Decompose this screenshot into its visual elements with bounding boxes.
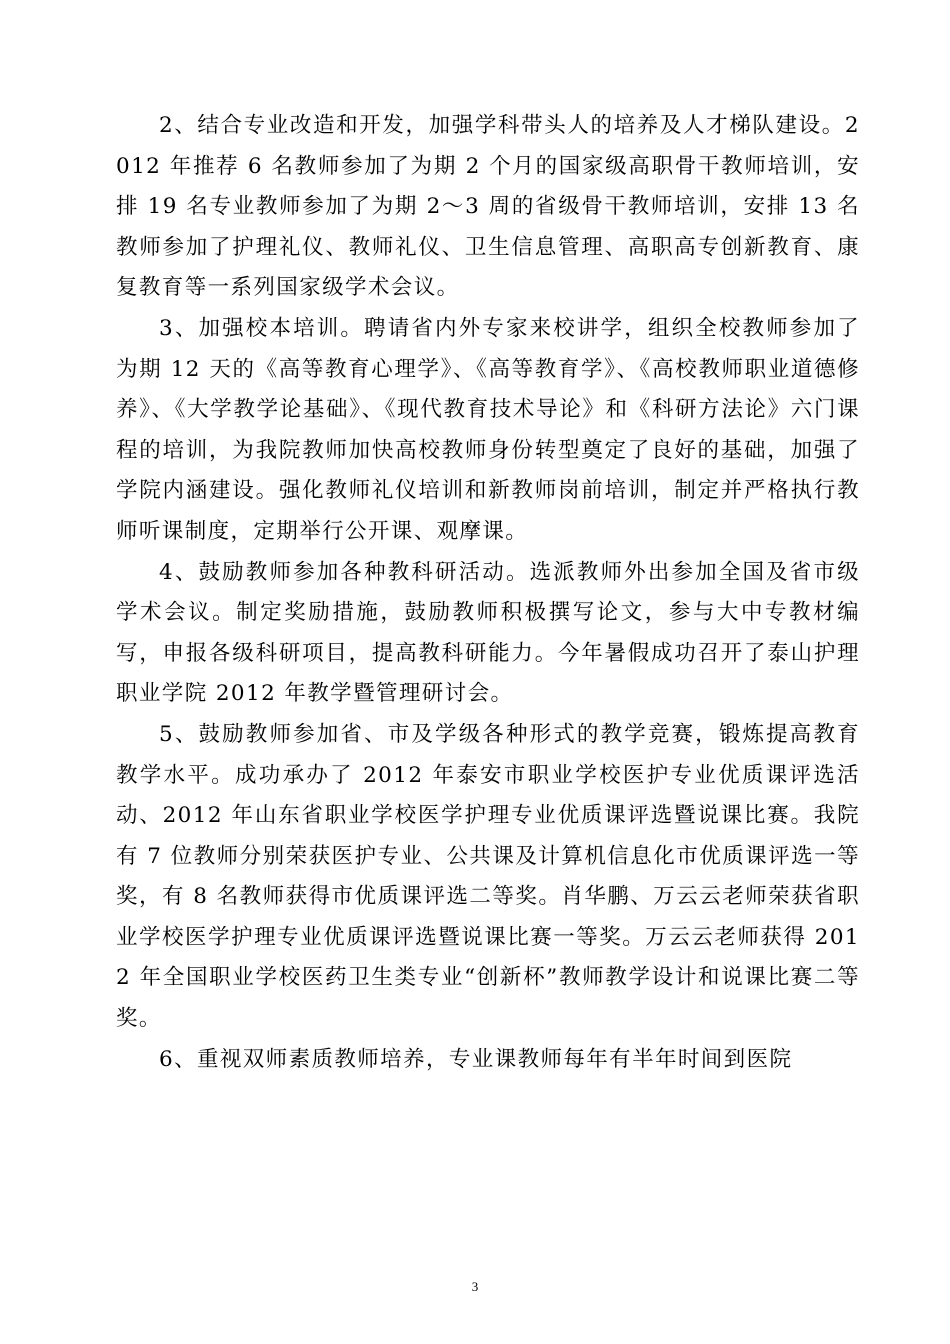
paragraph-5-teaching-competitions: 5、鼓励教师参加省、市及学级各种形式的教学竞赛，锻炼提高教育教学水平。成功承办了 2012 年泰安市职业学校医护专业优质课评选活动、2012 年山东省职业学校医学护理专业优质课评选暨说课比赛。我院有 7 位教师分别荣获医护专业、公共课及计算机信息化市优质课评选一等奖，有 8 名教师获得市优质课评选二等奖。肖华鹏、万云云老师荣获省职业学校医学护理专业优质课评选暨说课比赛一等奖。万云云老师获得 2012 年全国职业学校医药卫生类专业“创新杯”教师教学设计和说课比赛二等奖。 — [116, 721, 860, 1032]
paragraph-2-talent-cultivation: 2、结合专业改造和开发，加强学科带头人的培养及人才梯队建设。2012 年推荐 6 名教师参加了为期 2 个月的国家级高职骨干教师培训，安排 19 名专业教师参加了为期 2～3 周的省级骨干教师培训，安排 13 名教师参加了护理礼仪、教师礼仪、卫生信息管理、高职高专创新教育、康复教育等一系列国家级学术会议。 — [116, 113, 860, 301]
paragraph-4-research-activities: 4、鼓励教师参加各种教科研活动。选派教师外出参加全国及省市级学术会议。制定奖励措施，鼓励教师积极撰写论文，参与大中专教材编写，申报各级科研项目，提高教科研能力。今年暑假成功召开了泰山护理职业学院 2012 年教学暨管理研讨会。 — [116, 559, 860, 707]
paragraph-3-school-training: 3、加强校本培训。聘请省内外专家来校讲学，组织全校教师参加了为期 12 天的《高等教育心理学》、《高等教育学》、《高校教师职业道德修养》、《大学教学论基础》、《现代教育技术导论》和《科研方法论》六门课程的培训，为我院教师加快高校教师身份转型奠定了良好的基础，加强了学院内涵建设。强化教师礼仪培训和新教师岗前培训，制定并严格执行教师听课制度，定期举行公开课、观摩课。 — [116, 315, 860, 544]
body-text — [116, 106, 860, 1080]
page-number: 3 — [471, 1279, 479, 1294]
paragraph-6-dual-qualified-teachers: 6、重视双师素质教师培养，专业课教师每年有半年时间到医院 — [159, 1046, 793, 1072]
